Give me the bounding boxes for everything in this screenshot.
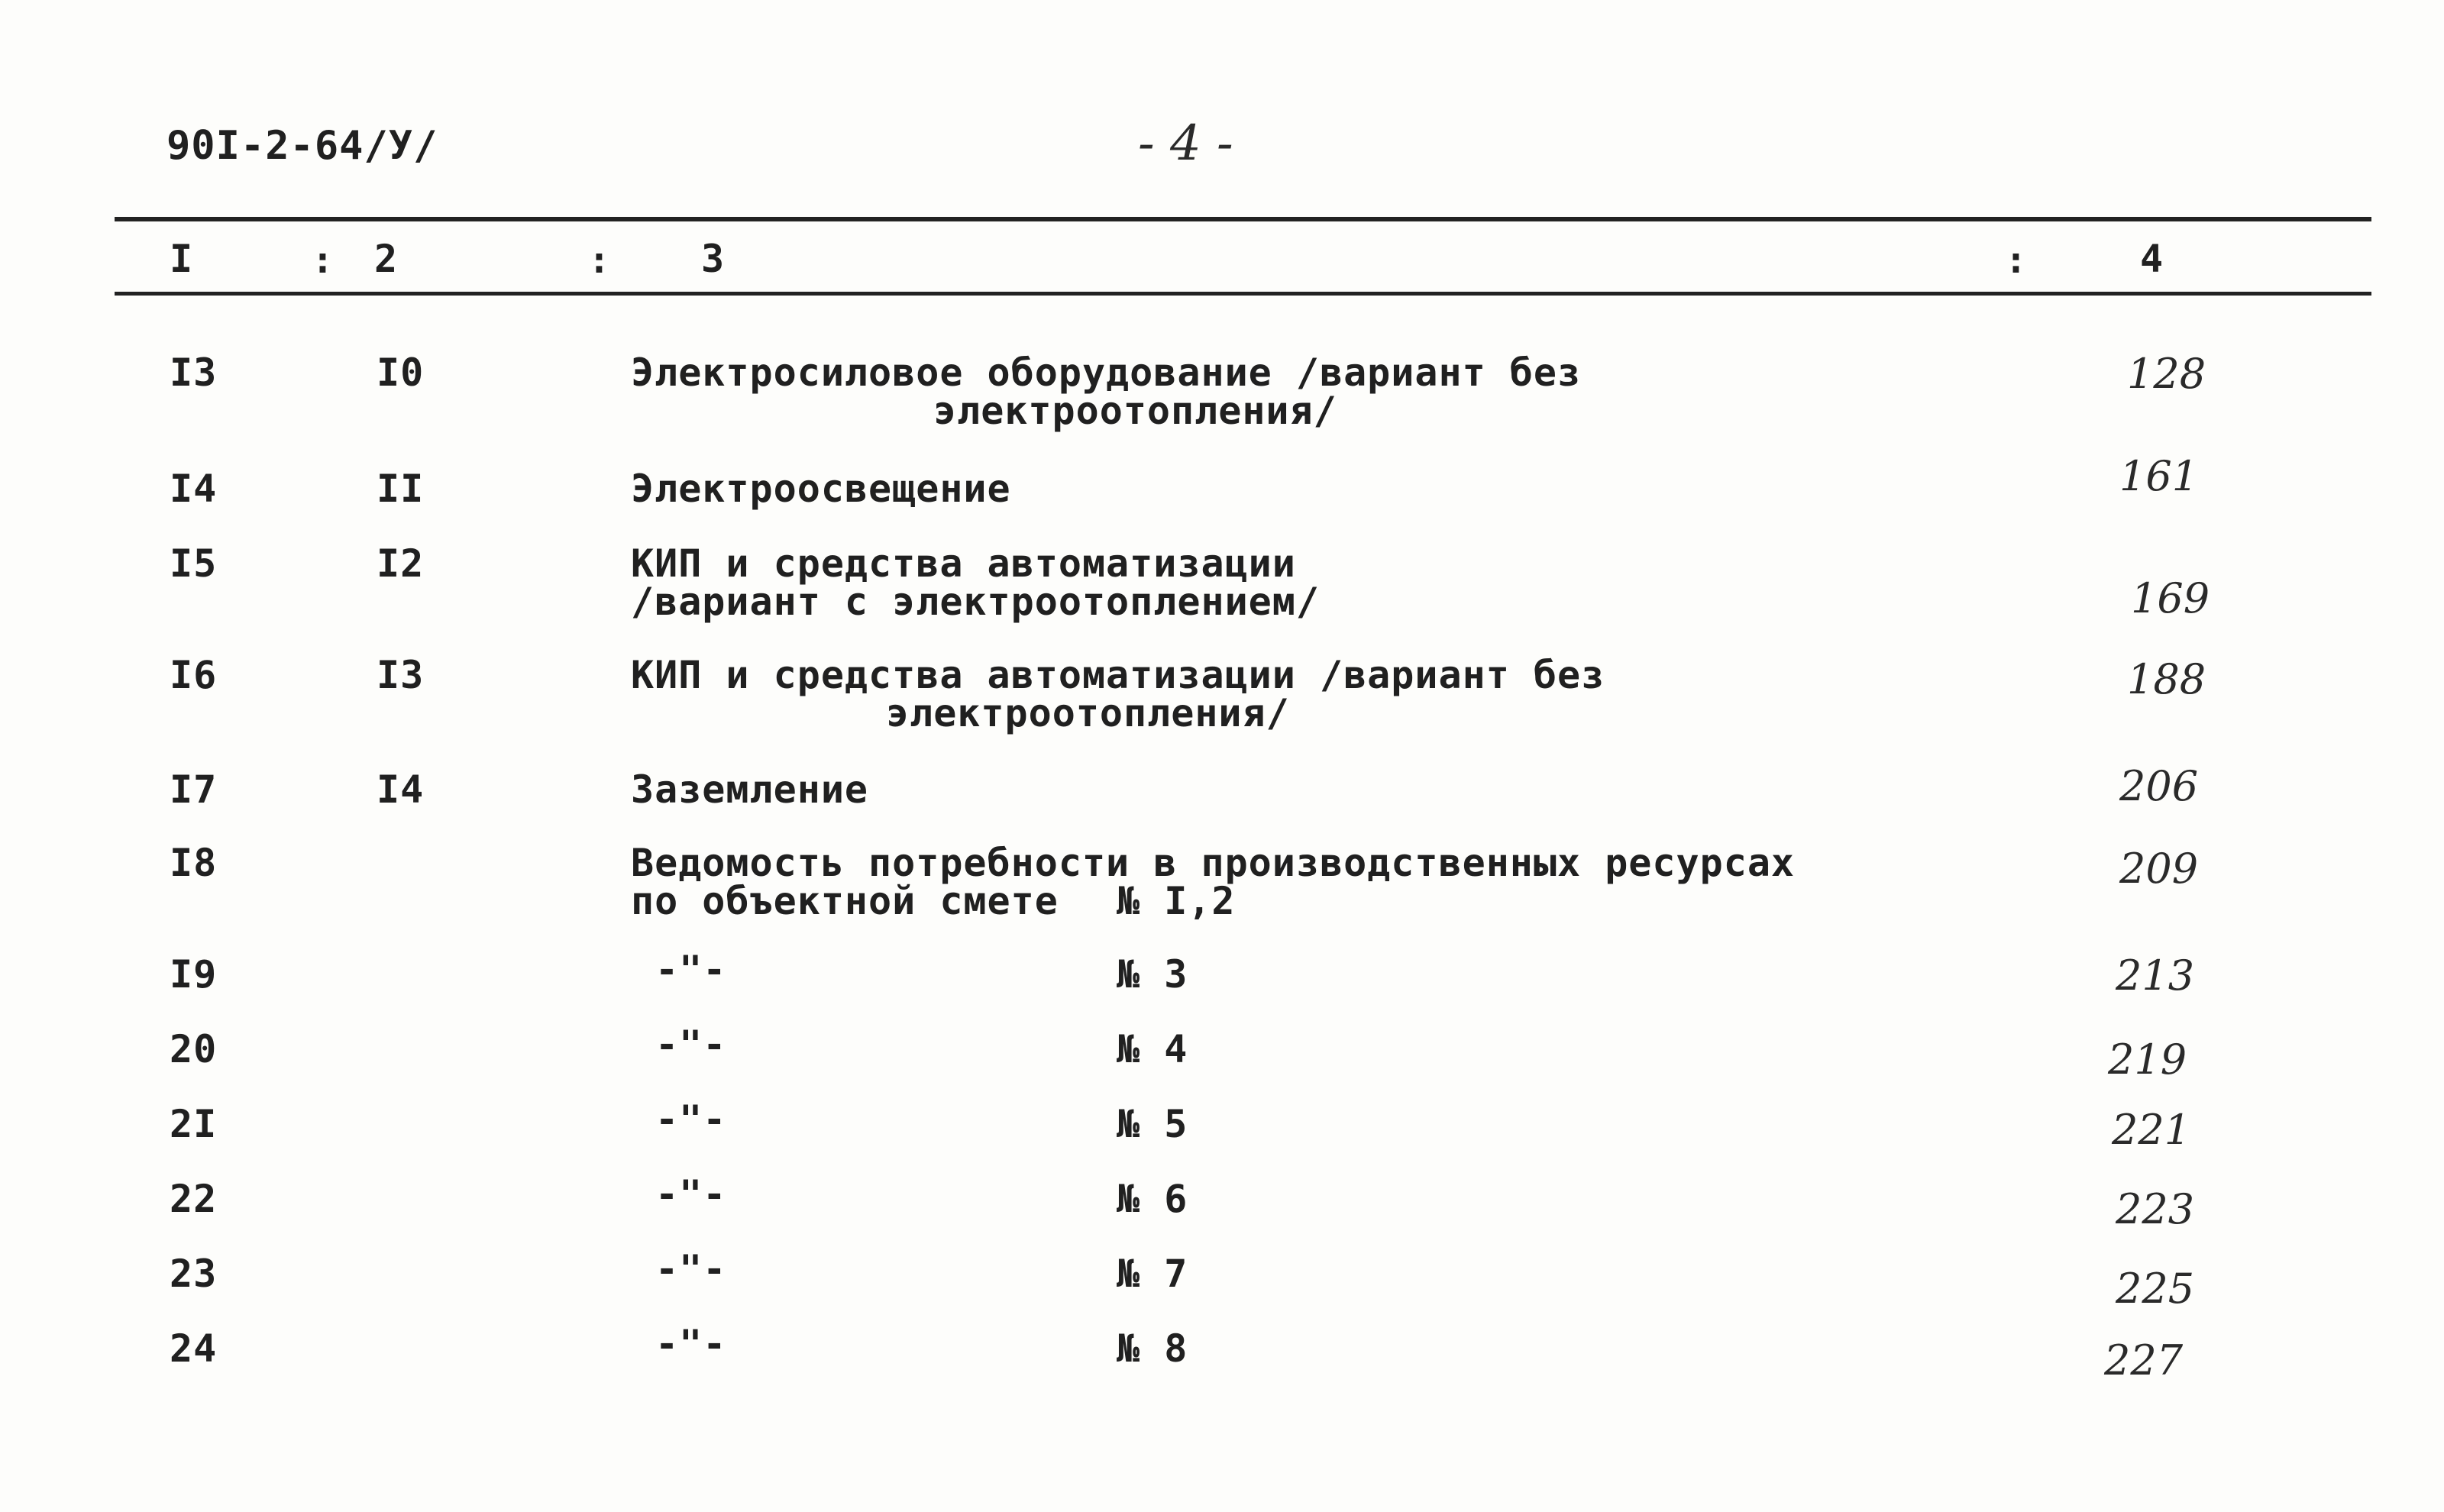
column-separator: : xyxy=(312,239,334,282)
row-title: Заземление xyxy=(631,767,869,812)
row-number: 2I xyxy=(170,1102,218,1146)
page-ref: 128 xyxy=(2127,350,2206,398)
page-ref: 169 xyxy=(2131,574,2210,622)
row-title-continuation: /вариант с электроотоплением/ xyxy=(631,580,1320,624)
page-ref: 227 xyxy=(2104,1336,2184,1384)
row-title-continuation: электроотопления/ xyxy=(933,389,1337,433)
column-separator: : xyxy=(588,239,610,282)
top-rule xyxy=(115,217,2371,221)
ditto-mark: -"- xyxy=(655,948,727,992)
page-ref: 219 xyxy=(2108,1035,2187,1084)
ditto-mark: -"- xyxy=(655,1247,727,1291)
ditto-mark: -"- xyxy=(655,1322,727,1366)
column-header-1: I xyxy=(170,237,194,281)
column-separator: : xyxy=(2005,239,2027,282)
row-number: I4 xyxy=(170,467,218,511)
row-number: I3 xyxy=(170,351,218,395)
header-bottom-rule xyxy=(115,292,2371,296)
ditto-mark: -"- xyxy=(655,1172,727,1216)
page-ref: 213 xyxy=(2116,951,2195,1000)
document-code: 90I-2-64/У/ xyxy=(166,123,438,169)
row-number: 20 xyxy=(170,1027,218,1071)
ditto-mark: -"- xyxy=(655,1097,727,1142)
row-title-continuation: электроотопления/ xyxy=(886,691,1290,735)
column-header-4: 4 xyxy=(2140,237,2164,281)
estimate-number: № 7 xyxy=(1117,1252,1188,1296)
section-number: I2 xyxy=(377,541,425,586)
row-title: КИП и средства автоматизации /вариант без xyxy=(631,653,1605,697)
row-title: Ведомость потребности в производственных ресурсах xyxy=(631,841,1796,885)
row-title-continuation: по объектной смете xyxy=(631,879,1059,923)
column-header-3: 3 xyxy=(701,237,726,281)
row-number: I6 xyxy=(170,653,218,697)
row-number: I5 xyxy=(170,541,218,586)
row-title: Электроосвещение xyxy=(631,467,1011,511)
section-number: I0 xyxy=(377,351,425,395)
estimate-number: № 6 xyxy=(1117,1177,1188,1221)
estimate-number: № 5 xyxy=(1117,1102,1188,1146)
page-ref: 223 xyxy=(2116,1185,2195,1233)
estimate-number: № I,2 xyxy=(1117,879,1236,923)
page-ref: 209 xyxy=(2119,845,2199,893)
row-number: I7 xyxy=(170,767,218,812)
row-number: I8 xyxy=(170,841,218,885)
page-number: - 4 - xyxy=(1138,115,1233,172)
section-number: I3 xyxy=(377,653,425,697)
section-number: I4 xyxy=(377,767,425,812)
row-title: КИП и средства автоматизации xyxy=(631,541,1296,586)
estimate-number: № 3 xyxy=(1117,952,1188,997)
page-ref: 188 xyxy=(2127,655,2206,703)
ditto-mark: -"- xyxy=(655,1023,727,1067)
page-ref: 221 xyxy=(2112,1106,2191,1154)
section-number: II xyxy=(377,467,425,511)
page-ref: 225 xyxy=(2116,1265,2195,1313)
page-ref: 206 xyxy=(2119,762,2199,810)
estimate-number: № 8 xyxy=(1117,1326,1188,1371)
row-title: Электросиловое оборудование /вариант без xyxy=(631,351,1582,395)
row-number: 24 xyxy=(170,1326,218,1371)
estimate-number: № 4 xyxy=(1117,1027,1188,1071)
row-number: 23 xyxy=(170,1252,218,1296)
column-header-2: 2 xyxy=(374,237,399,281)
page-ref: 161 xyxy=(2119,452,2199,500)
row-number: 22 xyxy=(170,1177,218,1221)
row-number: I9 xyxy=(170,952,218,997)
